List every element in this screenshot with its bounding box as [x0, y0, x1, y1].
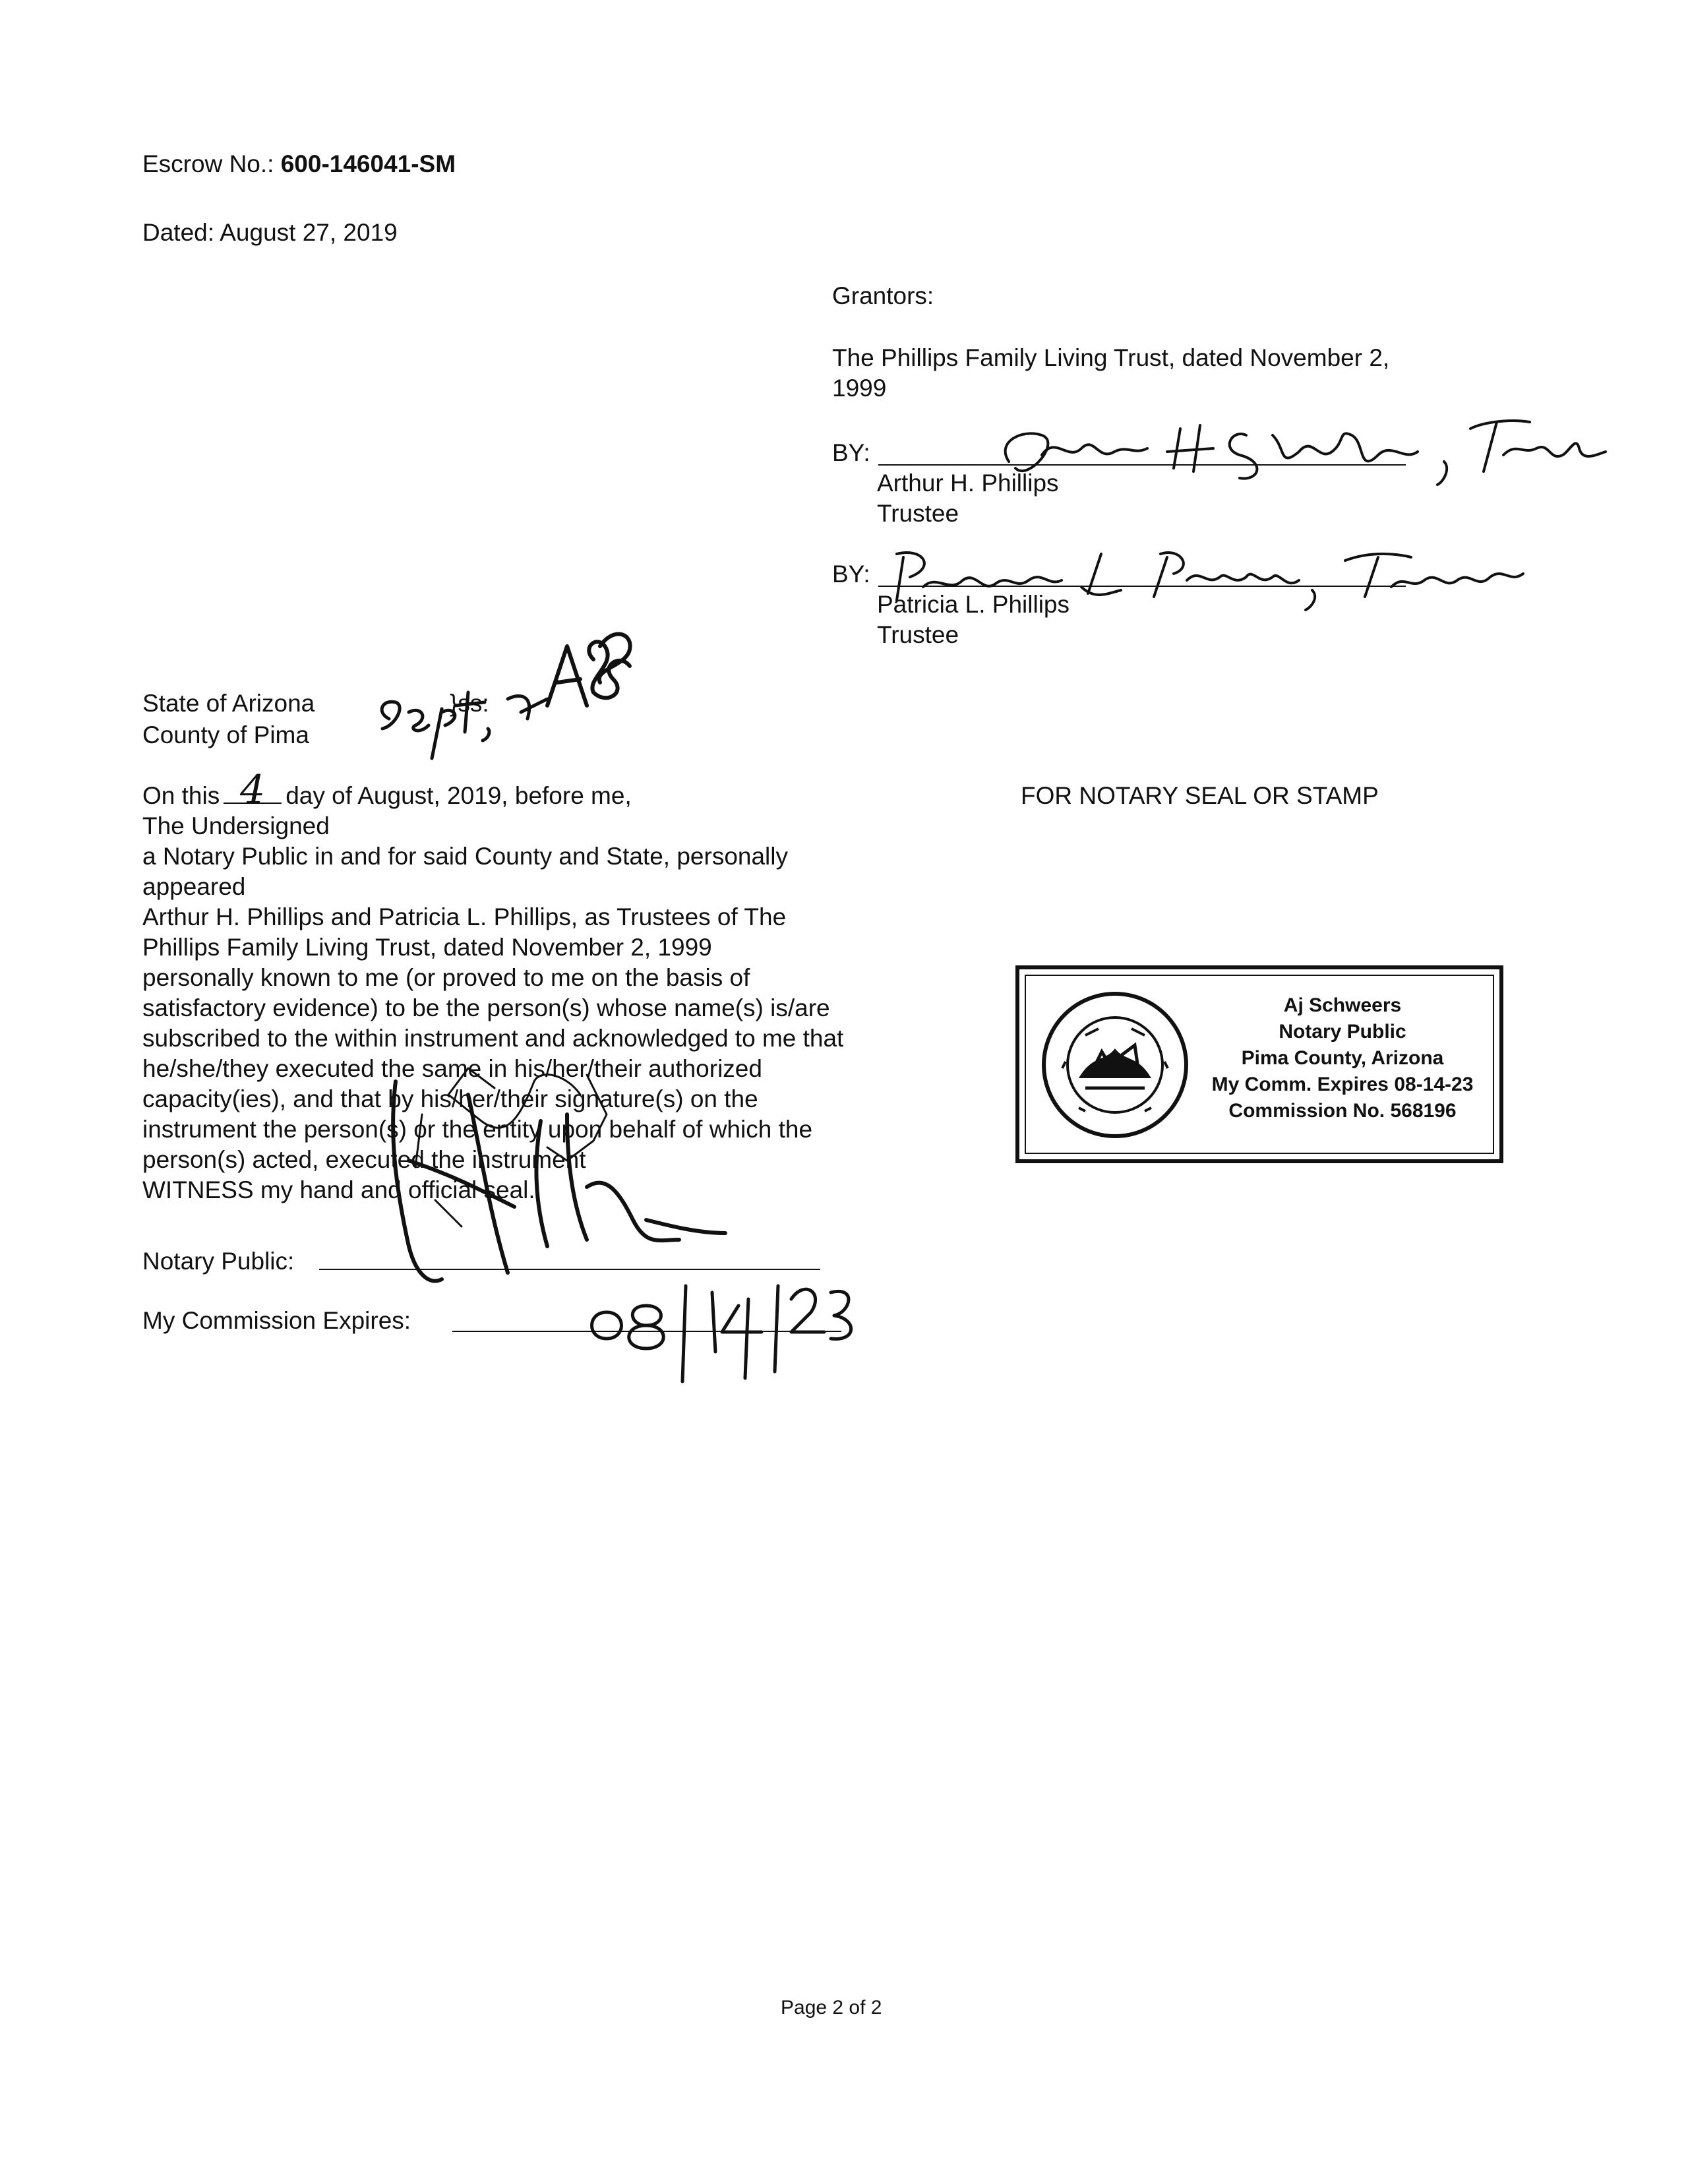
- escrow-line: [142, 149, 456, 179]
- trust-line-1: The Phillips Family Living Trust, dated November 2,: [832, 344, 1390, 371]
- stamp-notary-name: Aj Schweers: [1283, 994, 1402, 1016]
- ack-line: personally known to me (or proved to me on the basis of: [142, 964, 750, 991]
- ack-line: satisfactory evidence) to be the person(s) whose name(s) is/are: [142, 994, 830, 1021]
- ack-line: a Notary Public in and for said County and State, personally: [142, 843, 789, 870]
- handwritten-day: 4: [240, 767, 266, 813]
- dated-line: Dated: August 27, 2019: [142, 219, 398, 246]
- handwritten-date-correction: [369, 620, 646, 778]
- venue-state: State of Arizona: [142, 690, 315, 717]
- ack-line: he/she/they executed the same in his/her/their authorized: [142, 1055, 762, 1082]
- page-number: Page 2 of 2: [781, 1997, 882, 2018]
- venue-county: County of Pima: [142, 721, 309, 748]
- signer-title-2: Trustee: [877, 621, 959, 648]
- ack-line: WITNESS my hand and official seal.: [142, 1176, 535, 1203]
- stamp-county: Pima County, Arizona: [1241, 1047, 1444, 1069]
- arizona-state-seal-icon: [1039, 989, 1191, 1141]
- patricia-signature: [884, 541, 1543, 613]
- on-this-label: On this: [142, 782, 220, 809]
- stamp-notary-title: Notary Public: [1279, 1021, 1406, 1043]
- ack-line: appeared: [142, 873, 246, 900]
- ack-line: subscribed to the within instrument and acknowledged to me that: [142, 1025, 844, 1052]
- signer-title-1: Trustee: [877, 500, 959, 527]
- ack-line: person(s) acted, executed the instrument: [142, 1146, 586, 1173]
- ack-line: capacity(ies), and that by his/her/their signature(s) on the: [142, 1085, 758, 1112]
- stamp-commission-number: Commission No. 568196: [1228, 1100, 1457, 1122]
- ack-line: Phillips Family Living Trust, dated November 2, 1999: [142, 934, 712, 961]
- commission-expires-label: My Commission Expires:: [142, 1307, 411, 1334]
- stamp-expiration: My Comm. Expires 08-14-23: [1211, 1074, 1474, 1095]
- trust-line-2: 1999: [832, 375, 887, 402]
- escrow-label: Escrow No.:: [142, 150, 274, 177]
- handwritten-commission-date-ink: [580, 1266, 870, 1385]
- notary-public-label: Notary Public:: [142, 1248, 295, 1275]
- by-label-2: BY:: [832, 561, 870, 588]
- by-label-1: BY:: [832, 439, 870, 466]
- signer-name-1: Arthur H. Phillips: [877, 470, 1059, 497]
- on-this-line: [142, 781, 632, 811]
- escrow-number: 600-146041-SM: [280, 150, 456, 177]
- handwritten-commission-date: 08|14|23: [646, 1398, 649, 1399]
- venue-ss: }ss:: [450, 690, 489, 717]
- day-of-month-text: day of August, 2019, before me,: [286, 782, 632, 809]
- ack-line: instrument the person(s) or the entity upon behalf of which the: [142, 1116, 813, 1143]
- ack-line: The Undersigned: [142, 812, 330, 839]
- arthur-signature: [982, 389, 1615, 495]
- notary-stamp: [1015, 965, 1503, 1163]
- signer-name-2: Patricia L. Phillips: [877, 591, 1070, 618]
- grantors-heading: Grantors:: [832, 282, 934, 309]
- ack-line: Arthur H. Phillips and Patricia L. Phillips, as Trustees of The: [142, 903, 787, 930]
- seal-area-label: FOR NOTARY SEAL OR STAMP: [1021, 782, 1379, 809]
